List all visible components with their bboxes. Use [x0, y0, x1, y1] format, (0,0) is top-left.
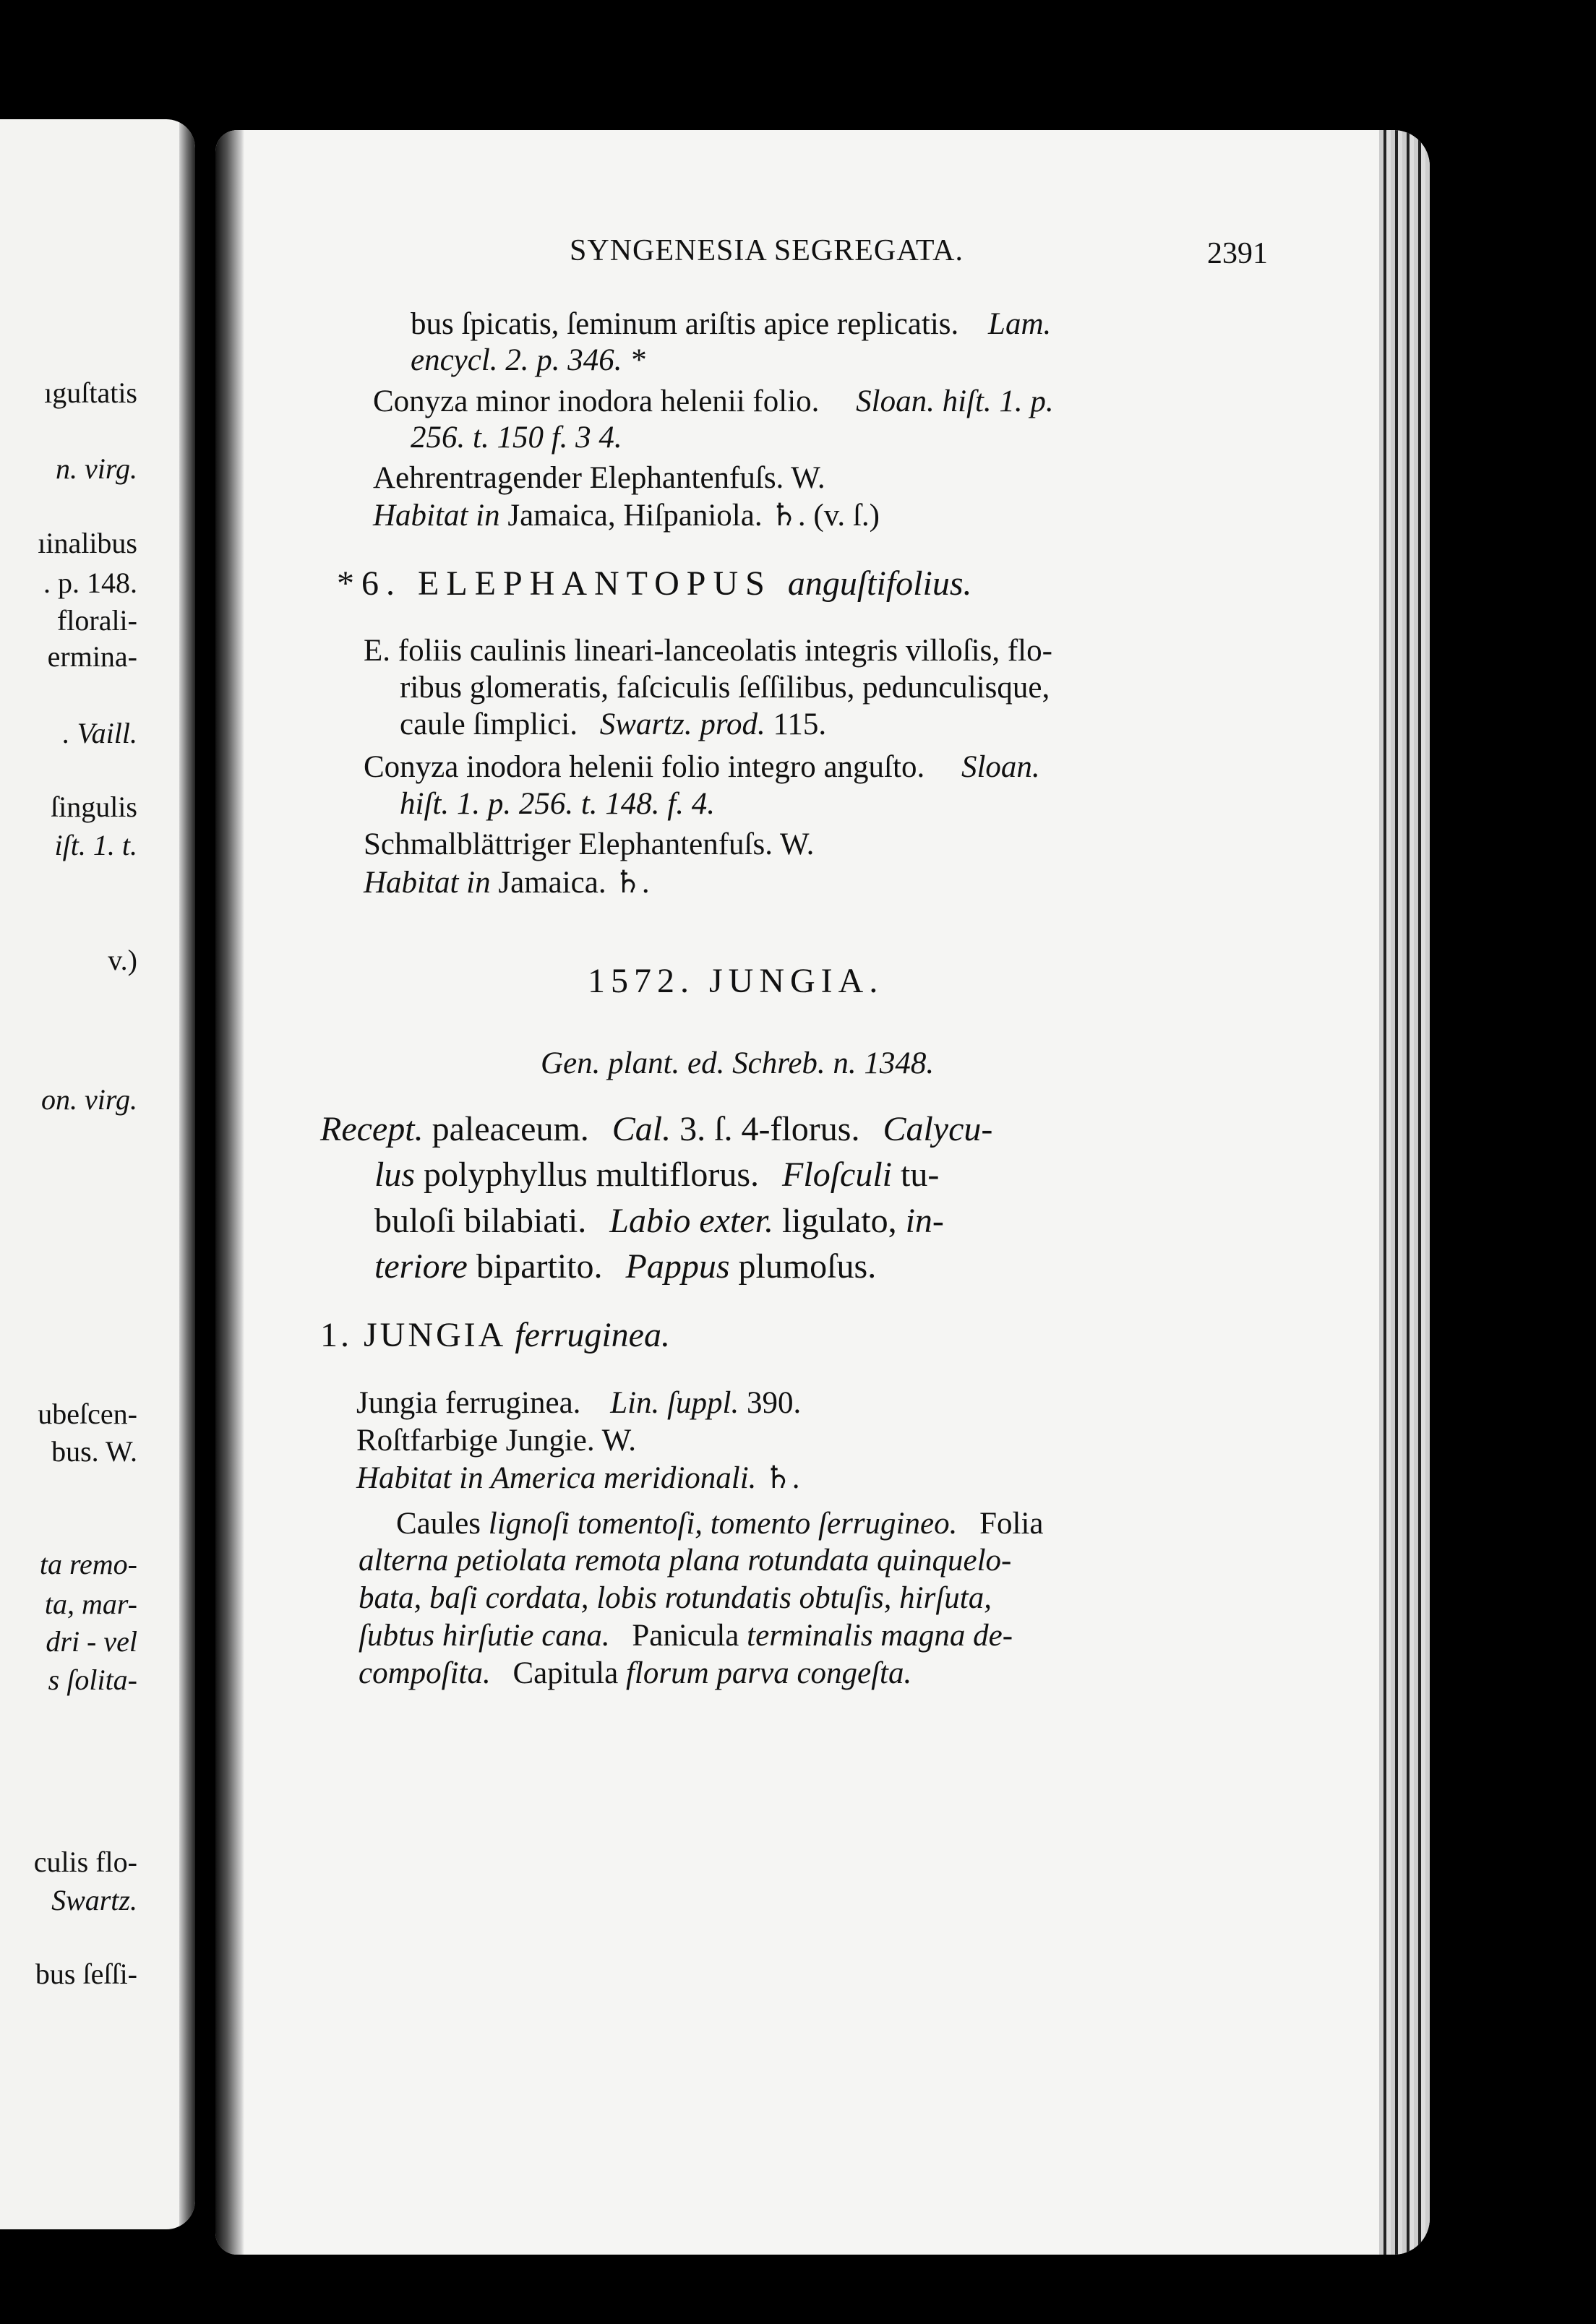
left-fragment-line: ermina- [47, 640, 137, 673]
text-line: Habitat in Jamaica. ♄. [364, 866, 650, 900]
text-line: alterna petiolata remota plana rotundata quinquelo- [359, 1544, 1012, 1578]
text-line: lus polyphyllus multiflorus. Floſculi tu- [374, 1155, 940, 1194]
page-number: 2391 [1207, 237, 1268, 270]
left-fragment-line: iſt. 1. t. [54, 829, 137, 861]
running-header: SYNGENESIA SEGREGATA. [570, 234, 964, 267]
text-line: buloſi bilabiati. Labio exter. ligulato, in- [374, 1202, 944, 1240]
text-line: bata, baſi cordata, lobis rotundatis obtuſis, hirſuta, [359, 1581, 992, 1615]
left-fragment-line: s ſolita- [48, 1664, 137, 1696]
text-line: Schmalblättriger Elephantenfuſs. W. [364, 827, 815, 861]
left-fragment-line: florali- [56, 604, 137, 637]
text-line: Habitat in Jamaica, Hiſpaniola. ♄. (v. ſ.) [373, 499, 880, 533]
left-fragment-line: n. virg. [56, 452, 137, 485]
species-heading: 1. JUNGIA ferruginea. [320, 1316, 670, 1354]
text-line: ſubtus hirſutie cana. Panicula terminalis magna de- [359, 1619, 1013, 1653]
left-fragment-line: dri - vel [46, 1625, 137, 1658]
text-line: caule ſimplici. Swartz. prod. 115. [400, 707, 827, 741]
text-line: compoſita. Capitula florum parva congeſta. [359, 1656, 912, 1690]
text-line: encycl. 2. p. 346. * [411, 343, 645, 377]
text-line: Conyza inodora helenii folio integro anguſto. Sloan. [364, 750, 1040, 784]
text-line: Habitat in America meridionali. ♄. [356, 1461, 800, 1495]
left-fragment-line: ubeſcen- [38, 1398, 137, 1430]
left-page-fragment [0, 119, 195, 2229]
page-edge [1379, 130, 1430, 2255]
genus-reference: Gen. plant. ed. Schreb. n. 1348. [541, 1046, 935, 1080]
left-fragment-line: ta, mar- [44, 1588, 137, 1620]
text-line: bus ſpicatis, ſeminum ariſtis apice replicatis. Lam. [411, 307, 1052, 341]
left-fragment-line: . Vaill. [62, 717, 137, 749]
text-line: Recept. paleaceum. Cal. 3. ſ. 4-florus. Calycu- [320, 1110, 993, 1148]
left-fragment-line: ıinalibus [38, 527, 137, 559]
text-line: E. foliis caulinis lineari-lanceolatis integris villoſis, flo- [364, 634, 1052, 668]
left-fragment-line: bus ſeſſi- [35, 1958, 137, 1990]
left-fragment-line: Swartz. [51, 1884, 137, 1916]
text-line: Roſtfarbige Jungie. W. [356, 1424, 636, 1458]
text-line: Jungia ferruginea. Lin. ſuppl. 390. [356, 1386, 802, 1420]
right-page [215, 130, 1430, 2255]
page-spine-shadow [215, 130, 244, 2255]
text-line: Conyza minor inodora helenii folio. Sloan. hiſt. 1. p. [373, 384, 1054, 418]
genus-heading: 1572. JUNGIA. [588, 962, 884, 1000]
left-fragment-line: on. virg. [41, 1083, 137, 1116]
text-line: Aehrentragender Elephantenfuſs. W. [373, 461, 825, 495]
text-line: hiſt. 1. p. 256. t. 148. f. 4. [400, 787, 715, 821]
text-line: teriore bipartito. Pappus plumoſus. [374, 1247, 877, 1286]
left-fragment-line: culis flo- [33, 1846, 137, 1878]
left-page-gutter [179, 119, 195, 2229]
left-fragment-line: ſingulis [50, 791, 137, 823]
left-fragment-line: . p. 148. [43, 567, 137, 599]
species-heading: *6. ELEPHANTOPUS anguſtifolius. [337, 564, 972, 603]
left-fragment-line: ta remo- [39, 1548, 137, 1580]
text-line: ribus glomeratis, faſciculis ſeſſilibus, pedunculisque, [400, 671, 1050, 705]
left-fragment-line: v.) [108, 944, 137, 976]
left-fragment-line: bus. W. [51, 1435, 137, 1468]
left-fragment-line: ıguſtatis [44, 376, 137, 409]
text-line: 256. t. 150 f. 3 4. [411, 421, 622, 455]
text-line: Caules lignoſi tomentoſi, tomento ſerrugineo. Folia [396, 1507, 1044, 1541]
